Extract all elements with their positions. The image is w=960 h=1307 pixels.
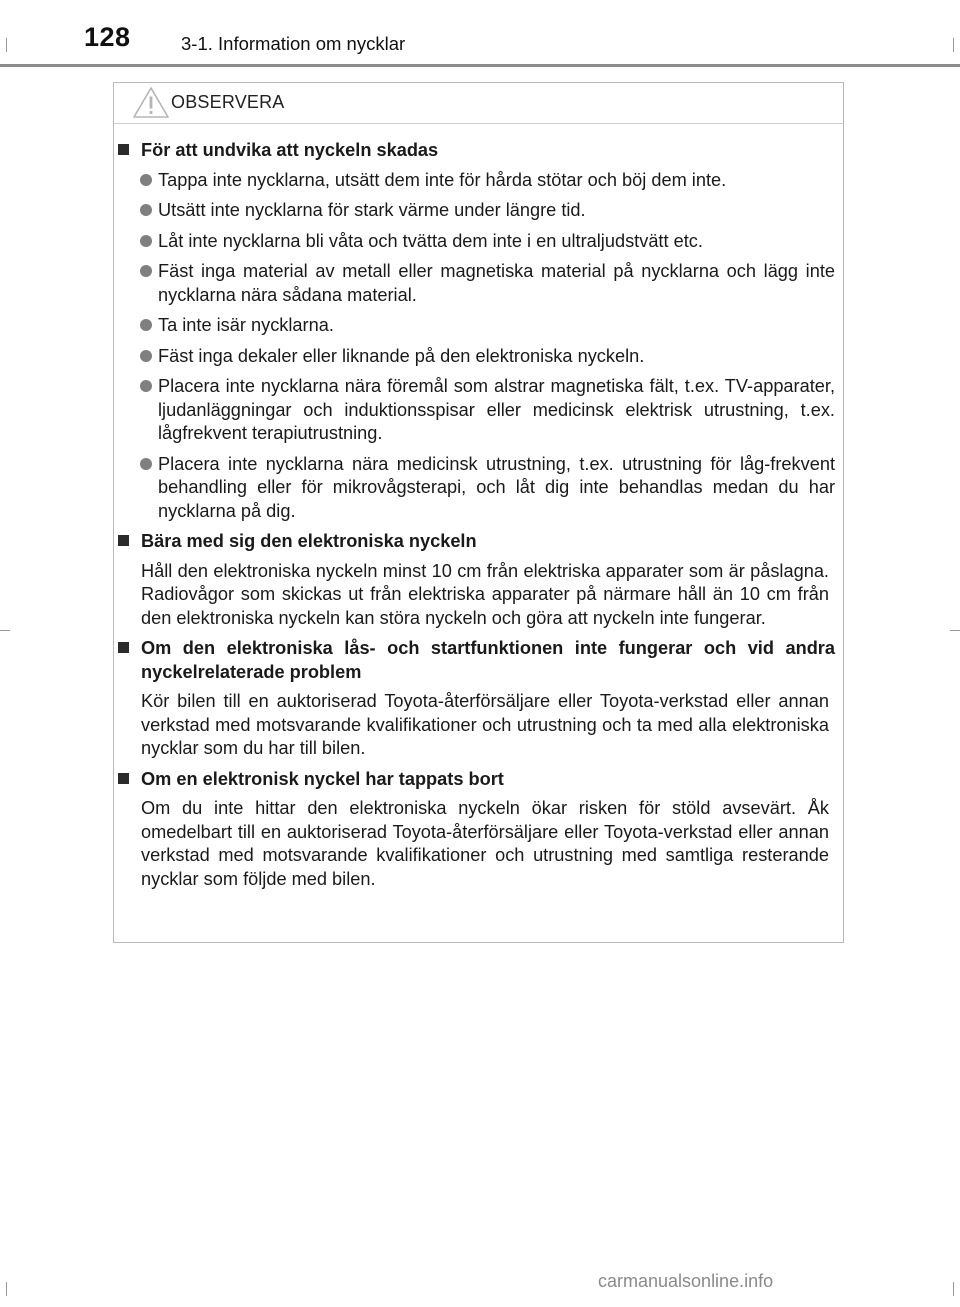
heading-text: Bära med sig den elektroniska nyckeln bbox=[141, 531, 477, 551]
list-item bbox=[114, 199, 843, 223]
section-heading bbox=[114, 139, 843, 163]
list-item-text: Placera inte nycklarna nära medicinsk utrustning, t.ex. utrustning för låg-frekvent behandling eller för mikrovågsterapi, och låt dig inte behandlas medan du har nycklarna på dig. bbox=[158, 453, 835, 521]
list-item bbox=[114, 314, 843, 338]
square-bullet-icon bbox=[118, 642, 129, 653]
list-item bbox=[114, 453, 843, 524]
list-item-text: Fäst inga dekaler eller liknande på den elektroniska nyckeln. bbox=[158, 345, 645, 366]
square-bullet-icon bbox=[118, 535, 129, 546]
square-bullet-icon bbox=[118, 773, 129, 784]
section-paragraph: Kör bilen till en auktoriserad Toyota-återförsäljare eller Toyota-verkstad eller annan verkstad med motsvarande kvalifikationer och utrustning och ta med alla elektroniska nycklar som du har till bilen. bbox=[141, 691, 829, 758]
warning-triangle-icon bbox=[131, 85, 171, 119]
round-bullet-icon bbox=[140, 458, 152, 470]
crop-mark bbox=[6, 1282, 7, 1296]
page-number: 128 bbox=[84, 22, 131, 52]
list-item-text: Låt inte nycklarna bli våta och tvätta dem inte i en ultraljudstvätt etc. bbox=[158, 230, 703, 251]
notice-content bbox=[114, 139, 843, 898]
list-item bbox=[114, 375, 843, 446]
section-title: 3-1. Information om nycklar bbox=[181, 33, 406, 54]
list-item bbox=[114, 260, 843, 307]
square-bullet-icon bbox=[118, 144, 129, 155]
round-bullet-icon bbox=[140, 235, 152, 247]
notice-title: OBSERVERA bbox=[171, 92, 285, 112]
list-item bbox=[114, 230, 843, 254]
heading-text: För att undvika att nyckeln skadas bbox=[141, 140, 439, 160]
section-paragraph: Om du inte hittar den elektroniska nyckeln ökar risken för stöld avsevärt. Åk omedelbart till en auktoriserad Toyota-återförsäljare eller Toyota-verkstad eller annan verkstad med motsvarande kvalifikationer och utrustning med samtliga resterande nycklar som följde med bilen. bbox=[141, 798, 829, 889]
heading-text: Om den elektroniska lås- och startfunktionen inte fungerar och vid andra nyckelrelaterade problem bbox=[141, 638, 835, 682]
round-bullet-icon bbox=[140, 204, 152, 216]
crop-mark bbox=[0, 630, 10, 631]
heading-text: Om en elektronisk nyckel har tappats bort bbox=[141, 768, 504, 789]
list-item-text: Tappa inte nycklarna, utsätt dem inte för hårda stötar och böj dem inte. bbox=[158, 169, 727, 190]
header-divider bbox=[0, 64, 960, 67]
round-bullet-icon bbox=[140, 265, 152, 277]
section-heading bbox=[114, 530, 843, 554]
list-item-text: Fäst inga material av metall eller magnetiska material på nycklarna och lägg inte nycklarna nära sådana material. bbox=[158, 261, 835, 305]
round-bullet-icon bbox=[140, 380, 152, 392]
round-bullet-icon bbox=[140, 319, 152, 331]
round-bullet-icon bbox=[140, 350, 152, 362]
watermark-text: carmanualsonline.info bbox=[598, 1271, 774, 1291]
list-item bbox=[114, 169, 843, 193]
list-item-text: Placera inte nycklarna nära föremål som alstrar magnetiska fält, t.ex. TV-apparater, ljudanläggningar och induktionsspisar eller medicinsk elektrisk utrustning, t.ex. lågfrekvent terapiutrustning. bbox=[158, 376, 835, 443]
list-item-text: Ta inte isär nycklarna. bbox=[158, 315, 334, 335]
round-bullet-icon bbox=[140, 174, 152, 186]
page-header bbox=[0, 0, 960, 70]
list-item bbox=[114, 345, 843, 369]
section-paragraph: Håll den elektroniska nyckeln minst 10 cm från elektriska apparater som är påslagna. Radiovågor som skickas ut från elektriska apparater på närmare håll än 10 cm från den elektroniska nyckeln kan störa nyckeln och göra att nyckeln inte fungerar. bbox=[141, 560, 829, 628]
crop-mark bbox=[950, 630, 960, 631]
crop-mark bbox=[953, 1282, 954, 1296]
list-item-text: Utsätt inte nycklarna för stark värme under längre tid. bbox=[158, 200, 586, 220]
notice-header bbox=[114, 83, 843, 124]
section-heading bbox=[114, 768, 843, 792]
section-heading bbox=[114, 637, 843, 684]
notice-box bbox=[113, 82, 844, 943]
